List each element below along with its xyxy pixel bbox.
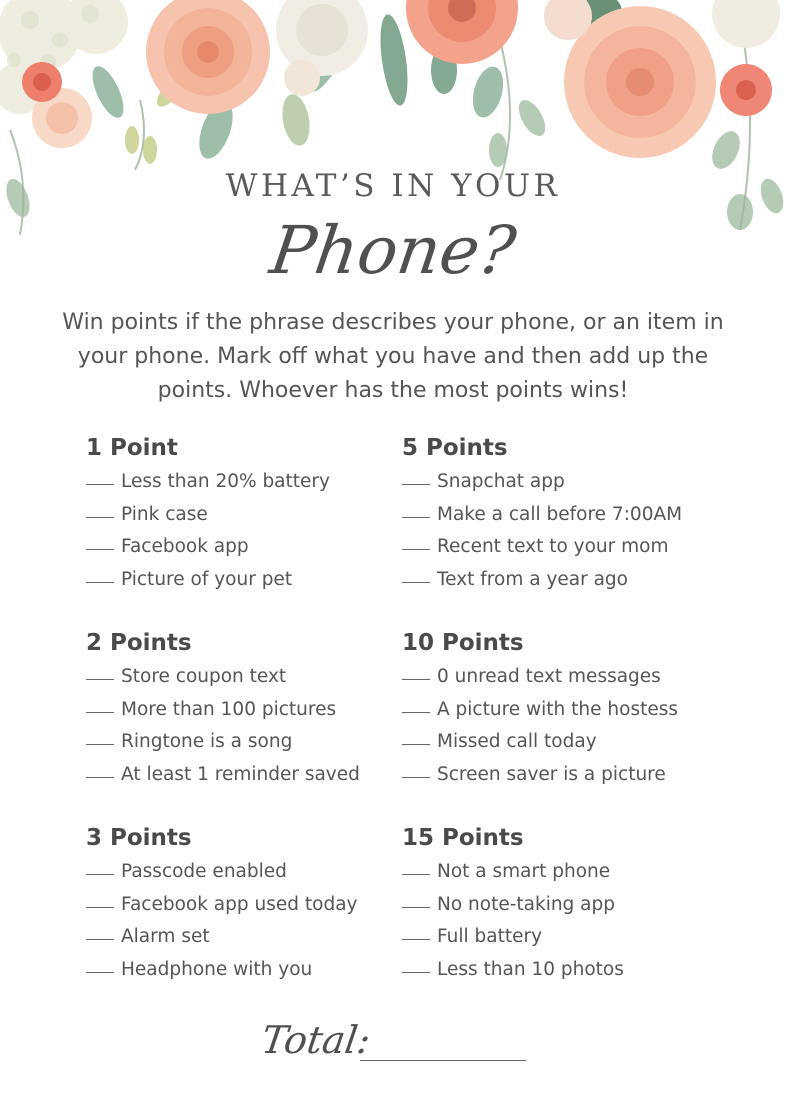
blank-line — [402, 570, 430, 583]
total-label: Total: — [258, 1018, 374, 1062]
list-item: At least 1 reminder saved — [86, 759, 360, 792]
section-heading: 2 Points — [86, 630, 192, 656]
list-item: Text from a year ago — [402, 564, 682, 597]
blank-line — [402, 765, 430, 778]
floral-header-illustration — [0, 0, 786, 240]
list-item: Ringtone is a song — [86, 726, 360, 759]
blank-line — [86, 570, 114, 583]
list-item: Not a smart phone — [402, 856, 624, 889]
blank-line — [86, 732, 114, 745]
intro-text: Win points if the phrase describes your phone, or an item in your phone. Mark off what you have and then add up the points. Whoever has the most points wins! — [62, 310, 724, 403]
blank-line — [86, 927, 114, 940]
blank-line — [402, 927, 430, 940]
section-3-points — [86, 820, 357, 986]
blank-line — [402, 667, 430, 680]
list-item: Less than 10 photos — [402, 954, 624, 987]
blank-line — [86, 537, 114, 550]
blank-line — [86, 700, 114, 713]
section-heading: 10 Points — [402, 630, 524, 656]
list-item: Alarm set — [86, 921, 357, 954]
blank-line — [402, 472, 430, 485]
title-line-2: Phone? — [265, 212, 521, 289]
list-item: More than 100 pictures — [86, 694, 360, 727]
list-item: Snapchat app — [402, 466, 682, 499]
title-line-1: WHAT’S IN YOUR — [225, 168, 561, 204]
blank-line — [86, 765, 114, 778]
blank-line — [402, 700, 430, 713]
section-heading: 15 Points — [402, 825, 524, 851]
list-item: Store coupon text — [86, 661, 360, 694]
list-item: Less than 20% battery — [86, 466, 330, 499]
list-item: Passcode enabled — [86, 856, 357, 889]
blank-line — [86, 472, 114, 485]
list-item: Recent text to your mom — [402, 531, 682, 564]
section-heading: 5 Points — [402, 435, 508, 461]
list-item: Headphone with you — [86, 954, 357, 987]
blank-line — [86, 505, 114, 518]
list-item: A picture with the hostess — [402, 694, 678, 727]
list-item: Pink case — [86, 499, 330, 532]
blank-line — [402, 505, 430, 518]
blank-line — [86, 960, 114, 973]
section-2-points — [86, 625, 360, 791]
blank-line — [86, 862, 114, 875]
section-heading: 3 Points — [86, 825, 192, 851]
blank-line — [402, 732, 430, 745]
blank-line — [86, 895, 114, 908]
section-15-points — [402, 820, 624, 986]
list-item: Missed call today — [402, 726, 678, 759]
blank-line — [402, 537, 430, 550]
list-item: Facebook app used today — [86, 889, 357, 922]
blank-line — [402, 895, 430, 908]
list-item: Screen saver is a picture — [402, 759, 678, 792]
list-item: No note-taking app — [402, 889, 624, 922]
list-item: Facebook app — [86, 531, 330, 564]
section-10-points — [402, 625, 678, 791]
blank-line — [402, 960, 430, 973]
list-item: 0 unread text messages — [402, 661, 678, 694]
list-item: Full battery — [402, 921, 624, 954]
section-heading: 1 Point — [86, 435, 178, 461]
total-field — [258, 1018, 532, 1068]
blank-line — [86, 667, 114, 680]
section-5-points — [402, 430, 682, 596]
total-blank-line — [360, 1060, 526, 1061]
list-item: Make a call before 7:00AM — [402, 499, 682, 532]
list-item: Picture of your pet — [86, 564, 330, 597]
blank-line — [402, 862, 430, 875]
section-1-point — [86, 430, 330, 596]
